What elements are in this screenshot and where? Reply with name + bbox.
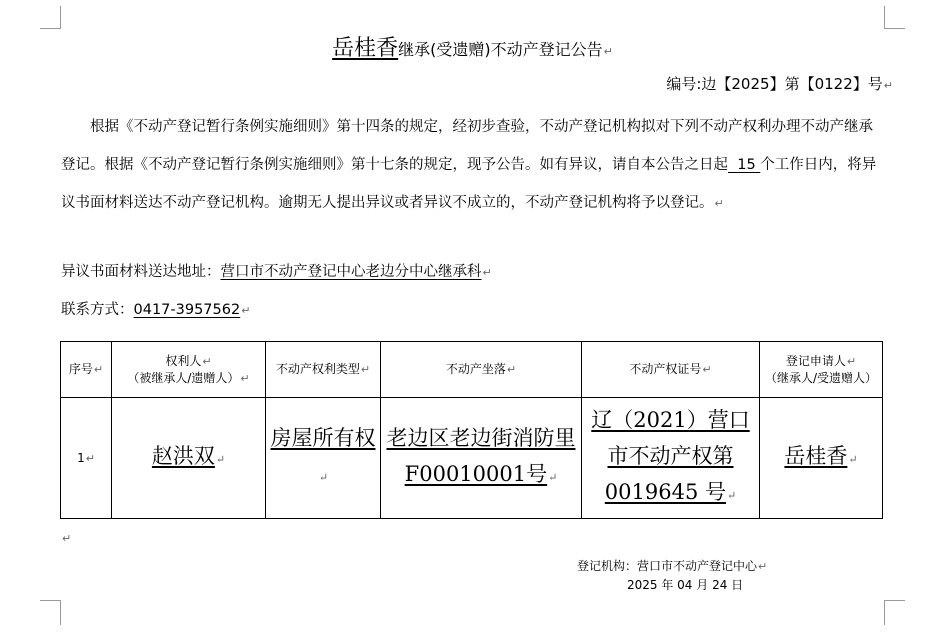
table-row <box>61 398 883 519</box>
body-paragraph: 根据《不动产登记暂行条例实施细则》第十四条的规定，经初步查验，不动产登记机构拟对下列不动产权利办理不动产继承登记。根据《不动产登记暂行条例实施细则》第十七条的规定，现予公告。如有异议，请自本公告之日起 15 个工作日内，将异议书面材料送达不动产登记机构。逾期无人提出异议或者异议不成立的，不动产登记机构将予以登记。↵ <box>61 119 877 211</box>
paragraph-mark: ↵ <box>482 266 492 279</box>
crop-mark-bottom-left <box>40 600 61 625</box>
cell-holder: 赵洪双↵ <box>112 398 266 519</box>
crop-mark-bottom-right <box>884 600 905 625</box>
table-header-row <box>61 342 883 398</box>
header-seq: 序号↵ <box>61 342 112 398</box>
doc-year: 2025 <box>731 75 770 93</box>
notice-body <box>61 108 887 223</box>
objection-address-line: 异议书面材料送达地址：营口市不动产登记中心老边分中心继承科↵ <box>61 264 492 280</box>
paragraph-mark: ↵ <box>603 45 613 58</box>
registration-organization: 登记机构：营口市不动产登记中心↵ <box>577 559 768 573</box>
header-cert: 不动产权证号↵ <box>582 342 760 398</box>
cell-applicant: 岳桂香↵ <box>760 398 883 519</box>
header-right-type: 不动产权利类型↵ <box>266 342 381 398</box>
notice-date: 2025 年 04 月 24 日 <box>627 578 744 592</box>
contact-phone[interactable]: 0417-3957562 <box>133 302 241 318</box>
objection-address[interactable]: 营口市不动产登记中心老边分中心继承科 <box>220 264 482 280</box>
header-holder: 权利人↵ （被继承人/遗赠人）↵ <box>112 342 266 398</box>
contact-line: 联系方式：0417-3957562↵ <box>61 302 251 318</box>
registration-table <box>60 341 883 519</box>
crop-mark-top-left <box>40 6 61 29</box>
cell-seq: 1↵ <box>61 398 112 519</box>
cell-location: 老边区老边街消防里F00010001号↵ <box>381 398 582 519</box>
doc-number-value: 0122 <box>814 75 853 93</box>
cell-cert: 辽（2021）营口市不动产权第 0019645 号↵ <box>582 398 760 519</box>
paragraph-mark: ↵ <box>714 197 724 210</box>
header-location: 不动产坐落↵ <box>381 342 582 398</box>
paragraph-mark: ↵ <box>241 304 251 317</box>
notice-title <box>0 31 945 62</box>
paragraph-mark: ↵ <box>758 560 768 573</box>
header-applicant: 登记申请人↵ （继承人/受遗赠人） <box>760 342 883 398</box>
document-number: 编号:边【2025】第【0122】号↵ <box>666 75 893 93</box>
title-text: 继承(受遗赠)不动产登记公告 <box>398 40 603 59</box>
crop-mark-top-right <box>884 6 905 29</box>
paragraph-mark: ↵ <box>62 532 72 545</box>
cell-right-type: 房屋所有权↵ <box>266 398 381 519</box>
title-applicant-name[interactable]: 岳桂香 <box>332 36 399 61</box>
objection-days: 15 <box>737 157 756 173</box>
paragraph-mark: ↵ <box>883 79 893 92</box>
